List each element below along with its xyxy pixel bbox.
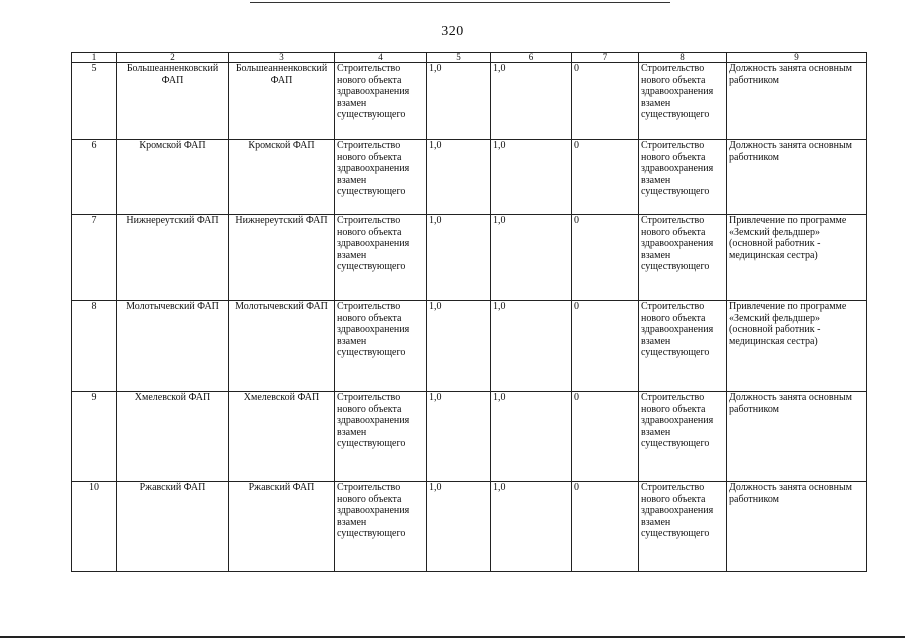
- measure2-cell: Строительство нового объекта здравоохранения взамен существующего: [639, 482, 727, 572]
- measure2-cell: Строительство нового объекта здравоохранения взамен существующего: [639, 215, 727, 301]
- staffing-cell: Должность занята основным работником: [727, 392, 867, 482]
- value-col6: 1,0: [491, 301, 572, 392]
- row-number: 6: [72, 140, 117, 215]
- measure2-cell: Строительство нового объекта здравоохранения взамен существующего: [639, 63, 727, 140]
- table-row: [72, 482, 867, 572]
- settlement-name: Хмелевской ФАП: [229, 392, 335, 482]
- settlement-name: Нижнереутский ФАП: [229, 215, 335, 301]
- column-header-6: 6: [491, 53, 572, 63]
- row-number: 8: [72, 301, 117, 392]
- table-row: [72, 301, 867, 392]
- settlement-name: Молотычевский ФАП: [229, 301, 335, 392]
- value-col7: 0: [572, 392, 639, 482]
- table-row: [72, 63, 867, 140]
- measure-cell: Строительство нового объекта здравоохранения взамен существующего: [335, 301, 427, 392]
- facility-name: Ржавский ФАП: [117, 482, 229, 572]
- staffing-cell: Должность занята основным работником: [727, 63, 867, 140]
- table-row: [72, 140, 867, 215]
- measure-cell: Строительство нового объекта здравоохранения взамен существующего: [335, 215, 427, 301]
- column-header-4: 4: [335, 53, 427, 63]
- staffing-cell: Должность занята основным работником: [727, 140, 867, 215]
- column-header-3: 3: [229, 53, 335, 63]
- measure-cell: Строительство нового объекта здравоохранения взамен существующего: [335, 392, 427, 482]
- value-col6: 1,0: [491, 140, 572, 215]
- row-number: 5: [72, 63, 117, 140]
- staffing-cell: Должность занята основным работником: [727, 482, 867, 572]
- value-col7: 0: [572, 301, 639, 392]
- value-col7: 0: [572, 482, 639, 572]
- value-col7: 0: [572, 215, 639, 301]
- settlement-name: Ржавский ФАП: [229, 482, 335, 572]
- facility-name: Нижнереутский ФАП: [117, 215, 229, 301]
- value-col7: 0: [572, 63, 639, 140]
- row-number: 7: [72, 215, 117, 301]
- table-row: [72, 392, 867, 482]
- staffing-cell: Привлечение по программе «Земский фельдшер» (основной работник - медицинская сестра): [727, 301, 867, 392]
- value-col7: 0: [572, 140, 639, 215]
- measure2-cell: Строительство нового объекта здравоохранения взамен существующего: [639, 140, 727, 215]
- row-number: 10: [72, 482, 117, 572]
- value-col6: 1,0: [491, 63, 572, 140]
- value-col5: 1,0: [427, 63, 491, 140]
- measure-cell: Строительство нового объекта здравоохранения взамен существующего: [335, 63, 427, 140]
- value-col5: 1,0: [427, 482, 491, 572]
- value-col6: 1,0: [491, 482, 572, 572]
- column-header-1: 1: [72, 53, 117, 63]
- value-col5: 1,0: [427, 392, 491, 482]
- column-header-2: 2: [117, 53, 229, 63]
- settlement-name: Кромской ФАП: [229, 140, 335, 215]
- column-header-7: 7: [572, 53, 639, 63]
- column-header-5: 5: [427, 53, 491, 63]
- top-rule: [250, 2, 670, 3]
- bottom-rule: [0, 636, 905, 638]
- facility-name: Большеанненковский ФАП: [117, 63, 229, 140]
- row-number: 9: [72, 392, 117, 482]
- measure-cell: Строительство нового объекта здравоохранения взамен существующего: [335, 140, 427, 215]
- value-col6: 1,0: [491, 392, 572, 482]
- measure2-cell: Строительство нового объекта здравоохранения взамен существующего: [639, 301, 727, 392]
- facility-name: Кромской ФАП: [117, 140, 229, 215]
- value-col6: 1,0: [491, 215, 572, 301]
- measure-cell: Строительство нового объекта здравоохранения взамен существующего: [335, 482, 427, 572]
- facilities-table: [71, 52, 867, 572]
- value-col5: 1,0: [427, 140, 491, 215]
- measure2-cell: Строительство нового объекта здравоохранения взамен существующего: [639, 392, 727, 482]
- staffing-cell: Привлечение по программе «Земский фельдшер» (основной работник - медицинская сестра): [727, 215, 867, 301]
- facility-name: Молотычевский ФАП: [117, 301, 229, 392]
- header-row: [72, 53, 867, 63]
- settlement-name: Большеанненковский ФАП: [229, 63, 335, 140]
- value-col5: 1,0: [427, 215, 491, 301]
- facility-name: Хмелевской ФАП: [117, 392, 229, 482]
- column-header-9: 9: [727, 53, 867, 63]
- column-header-8: 8: [639, 53, 727, 63]
- table-row: [72, 215, 867, 301]
- page-number: 320: [441, 24, 464, 39]
- value-col5: 1,0: [427, 301, 491, 392]
